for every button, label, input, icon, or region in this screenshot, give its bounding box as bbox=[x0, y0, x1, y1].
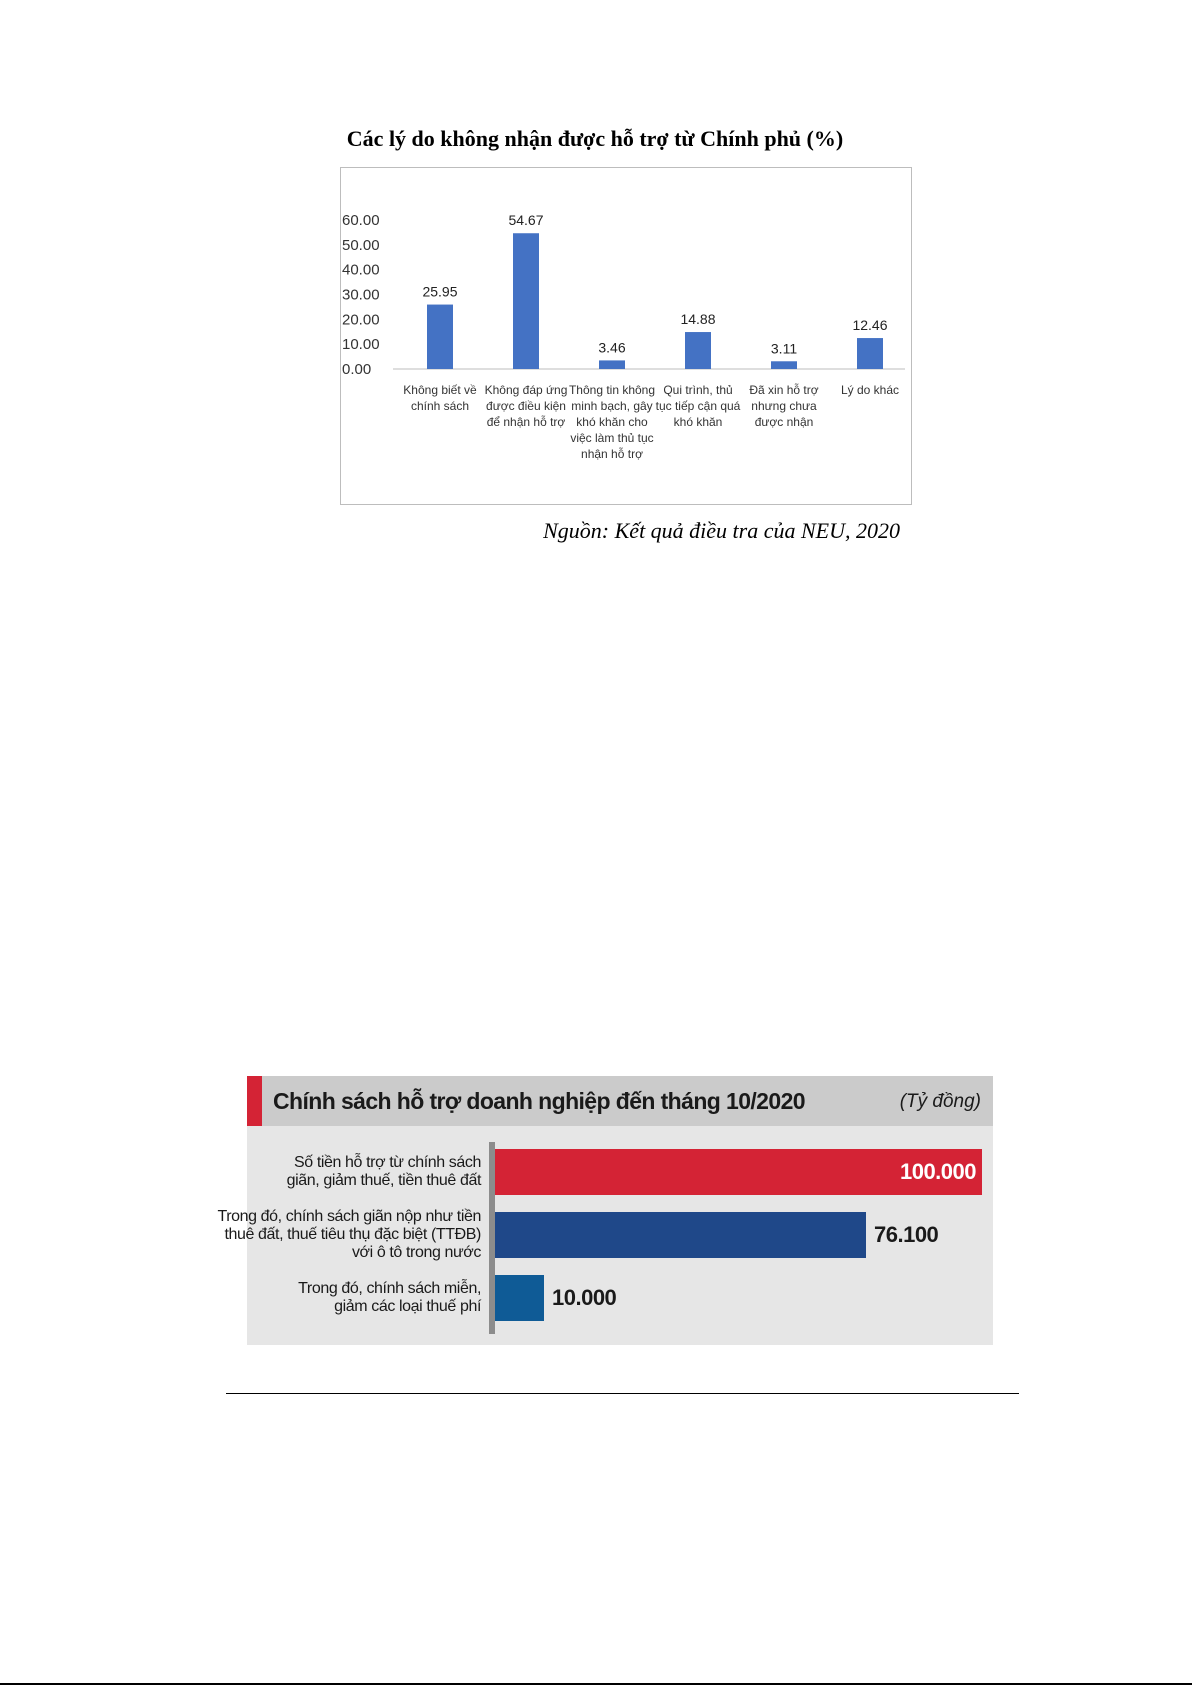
chart2-header bbox=[247, 1076, 993, 1126]
chart1-value-label: 54.67 bbox=[508, 212, 544, 229]
chart2-category-line: Trong đó, chính sách miễn, bbox=[298, 1280, 481, 1297]
chart1-bar bbox=[857, 338, 883, 369]
chart1-category-label: nhận hỗ trợ bbox=[581, 447, 643, 461]
chart1-bar bbox=[771, 361, 797, 369]
chart2-title: Chính sách hỗ trợ doanh nghiệp đến tháng 10/2020 bbox=[273, 1088, 805, 1114]
chart2-value-label: 76.100 bbox=[874, 1222, 939, 1247]
chart2-value-label: 10.000 bbox=[552, 1285, 617, 1310]
chart1-source-note: Nguồn: Kết quả điều tra của NEU, 2020 bbox=[543, 518, 900, 543]
chart1-category-label: để nhận hỗ trợ bbox=[486, 415, 566, 429]
chart1-category-label: minh bạch, gây bbox=[571, 399, 653, 413]
chart1-ytick-label: 10.00 bbox=[342, 336, 380, 354]
chart1-value-label: 12.46 bbox=[852, 317, 888, 334]
chart1-title: Các lý do không nhận được hỗ trợ từ Chính phủ (%) bbox=[346, 126, 844, 151]
chart1-bar bbox=[685, 332, 711, 369]
chart2-panel bbox=[217, 1076, 993, 1345]
chart2-value-label: 100.000 bbox=[899, 1159, 976, 1184]
chart1-category-label: được điều kiện bbox=[486, 399, 566, 413]
chart2-category-line: Số tiền hỗ trợ từ chính sách bbox=[294, 1154, 481, 1171]
chart1-category-label: việc làm thủ tục bbox=[570, 431, 654, 445]
chart1-category-label: Đã xin hỗ trợ bbox=[749, 383, 819, 397]
chart1-category-label: khó khăn cho bbox=[576, 415, 648, 429]
chart2-bar bbox=[495, 1275, 544, 1321]
chart1-value-label: 3.11 bbox=[770, 340, 798, 357]
chart1-category-label: Thông tin không bbox=[568, 383, 656, 397]
chart1-value-label: 25.95 bbox=[422, 283, 458, 300]
chart1-svg bbox=[340, 167, 912, 505]
chart1-value-label: 14.88 bbox=[680, 311, 716, 328]
chart1-ytick-label: 60.00 bbox=[342, 212, 380, 229]
chart1-category-label: Lý do khác bbox=[840, 383, 900, 397]
chart1-category-label: Qui trình, thủ bbox=[663, 383, 733, 397]
chart2-category-line: giãn, giảm thuế, tiền thuê đất bbox=[286, 1172, 481, 1189]
chart2-category-line: giảm các loại thuế phí bbox=[334, 1298, 481, 1315]
chart2-category-label bbox=[298, 1280, 481, 1316]
chart1-category-label: khó khăn bbox=[673, 415, 723, 429]
chart2-category-label bbox=[217, 1208, 481, 1262]
chart1-value-label: 3.46 bbox=[598, 339, 626, 356]
chart2-category-line: Trong đó, chính sách giãn nộp như tiền bbox=[217, 1208, 481, 1225]
chart1-bar bbox=[513, 233, 539, 369]
chart2-category-line: thuê đất, thuế tiêu thụ đặc biệt (TTĐB) bbox=[224, 1226, 481, 1243]
chart1-ytick-label: 50.00 bbox=[342, 236, 380, 254]
chart1-category-label: Không biết về bbox=[403, 383, 477, 397]
chart1-ytick-label: 40.00 bbox=[342, 261, 380, 279]
chart1-category-label: chính sách bbox=[410, 399, 470, 413]
horizontal-rule bbox=[226, 1393, 1019, 1394]
chart2-category-line: với ô tô trong nước bbox=[351, 1244, 481, 1261]
chart1-ytick-label: 20.00 bbox=[342, 311, 380, 329]
chart1-bar bbox=[427, 305, 453, 369]
chart1-category-label: Không đáp ứng bbox=[484, 383, 568, 397]
chart1-category-label: được nhận bbox=[754, 415, 814, 429]
chart2-bar bbox=[495, 1212, 866, 1258]
chart2-accent-bar bbox=[247, 1076, 262, 1126]
chart1-ytick-label: 0.00 bbox=[342, 361, 372, 378]
chart2-category-label bbox=[287, 1154, 481, 1190]
chart1-category-label: tục tiếp cận quá bbox=[655, 399, 741, 413]
chart2-unit: (Tỷ đồng) bbox=[899, 1091, 981, 1112]
chart1-bar bbox=[599, 360, 625, 369]
chart1-category-label: nhưng chưa bbox=[751, 399, 817, 413]
chart1-ytick-label: 30.00 bbox=[342, 286, 380, 304]
